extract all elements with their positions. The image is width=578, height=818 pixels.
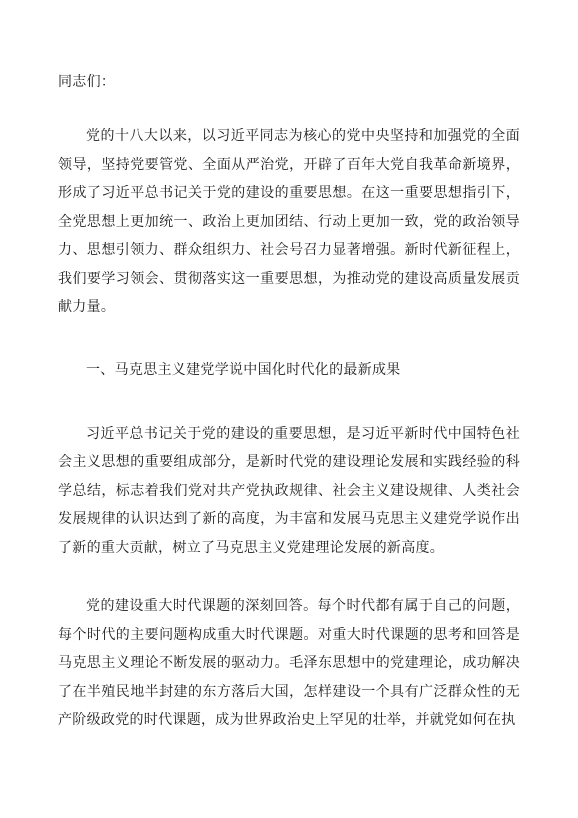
section-heading: 一、马克思主义建党学说中国化时代化的最新成果 [86, 361, 401, 378]
section-paragraph-1: 习近平总书记关于党的建设的重要思想，是习近平新时代中国特色社会主义思想的重要组成部分，是新时代党的建设理论发展和实践经验的科学总结，标志着我们党对共产党执政规律、社会主义建设规律、人类社会发展规律的认识达到了新的高度，为丰富和发展马克思主义建党学说作出了新的重大贡献，树立了马克思主义党建理论发展的新高度。 [58, 425, 520, 556]
spacer [58, 382, 520, 420]
spacer [58, 94, 520, 122]
salutation: 同志们： [58, 74, 116, 90]
spacer [58, 322, 520, 358]
document-body [58, 70, 520, 735]
intro-paragraph: 党的十八大以来，以习近平同志为核心的党中央坚持和加强党的全面领导，坚持党要管党、全面从严治党，开辟了百年大党自我革命新境界，形成了习近平总书记关于党的建设的重要思想。在这一重要思想指引下，全党思想上更加统一、政治上更加团结、行动上更加一致，党的政治领导力、思想引领力、群众组织力、社会号召力显著增强。新时代新征程上，我们要学习领会、贯彻落实这一重要思想，为推动党的建设高质量发展贡献力量。 [58, 128, 520, 315]
section-paragraph-2: 党的建设重大时代课题的深刻回答。每个时代都有属于自己的问题，每个时代的主要问题构成重大时代课题。对重大时代课题的思考和回答是马克思主义理论不断发展的驱动力。毛泽东思想中的党建理论，成功解决了在半殖民地半封建的东方落后大国，怎样建设一个具有广泛群众性的无产阶级政党的时代课题，成为世界政治史上罕见的壮举，并就党如何在执 [58, 598, 520, 728]
spacer [58, 562, 520, 592]
